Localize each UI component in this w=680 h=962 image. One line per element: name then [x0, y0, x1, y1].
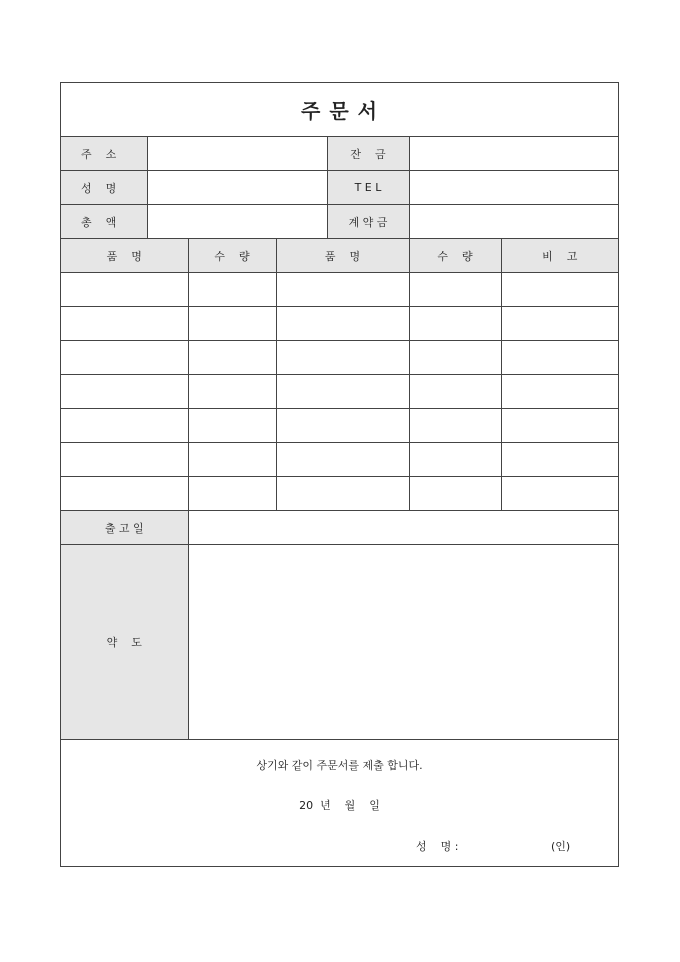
quantity-cell[interactable]: [409, 307, 501, 341]
footer: [61, 740, 618, 866]
table-row: [61, 477, 618, 511]
delivery-map-table: [61, 510, 618, 740]
table-row: [61, 443, 618, 477]
quantity-cell[interactable]: [409, 375, 501, 409]
total-label: 총 액: [61, 205, 147, 239]
items-header-row: [61, 239, 618, 273]
name-label: 성 명: [61, 171, 147, 205]
item-cell[interactable]: [276, 341, 409, 375]
remarks-cell[interactable]: [501, 341, 618, 375]
item-cell[interactable]: [61, 443, 188, 477]
item-cell[interactable]: [61, 409, 188, 443]
info-row-total: [61, 205, 618, 239]
address-field[interactable]: [147, 137, 327, 171]
seal-mark: (인): [551, 840, 571, 853]
item-cell[interactable]: [61, 477, 188, 511]
item-cell[interactable]: [276, 443, 409, 477]
balance-field[interactable]: [409, 137, 618, 171]
header-item-name-2: 품 명: [276, 239, 409, 273]
quantity-cell[interactable]: [409, 341, 501, 375]
map-label: 약 도: [61, 545, 188, 740]
item-cell[interactable]: [61, 273, 188, 307]
tel-field[interactable]: [409, 171, 618, 205]
table-row: [61, 273, 618, 307]
remarks-cell[interactable]: [501, 477, 618, 511]
quantity-cell[interactable]: [409, 409, 501, 443]
map-area[interactable]: [188, 545, 618, 740]
remarks-cell[interactable]: [501, 443, 618, 477]
delivery-date-field[interactable]: [188, 511, 618, 545]
map-row: [61, 545, 618, 740]
remarks-cell[interactable]: [501, 273, 618, 307]
header-item-name-1: 품 명: [61, 239, 188, 273]
quantity-cell[interactable]: [188, 409, 276, 443]
item-cell[interactable]: [276, 409, 409, 443]
date-line: 20 년 월 일: [299, 799, 380, 812]
quantity-cell[interactable]: [188, 341, 276, 375]
form-title: 주 문 서: [301, 99, 378, 123]
quantity-cell[interactable]: [409, 477, 501, 511]
item-cell[interactable]: [61, 341, 188, 375]
info-table: [61, 136, 618, 239]
remarks-cell[interactable]: [501, 307, 618, 341]
header-quantity-1: 수 량: [188, 239, 276, 273]
header-remarks: 비 고: [501, 239, 618, 273]
item-cell[interactable]: [276, 375, 409, 409]
order-form: [60, 82, 619, 867]
table-row: [61, 409, 618, 443]
header-quantity-2: 수 량: [409, 239, 501, 273]
table-row: [61, 341, 618, 375]
remarks-cell[interactable]: [501, 409, 618, 443]
total-field[interactable]: [147, 205, 327, 239]
items-table: [61, 238, 618, 511]
item-cell[interactable]: [276, 307, 409, 341]
tel-label: T E L: [327, 171, 409, 205]
quantity-cell[interactable]: [409, 273, 501, 307]
delivery-row: [61, 511, 618, 545]
deposit-label: 계 약 금: [327, 205, 409, 239]
balance-label: 잔 금: [327, 137, 409, 171]
quantity-cell[interactable]: [188, 273, 276, 307]
item-cell[interactable]: [61, 375, 188, 409]
table-row: [61, 307, 618, 341]
name-field[interactable]: [147, 171, 327, 205]
quantity-cell[interactable]: [188, 443, 276, 477]
info-row-name: [61, 171, 618, 205]
table-row: [61, 375, 618, 409]
address-label: 주 소: [61, 137, 147, 171]
quantity-cell[interactable]: [188, 477, 276, 511]
submission-statement: 상기와 같이 주문서를 제출 합니다.: [256, 759, 423, 772]
info-row-address: [61, 137, 618, 171]
quantity-cell[interactable]: [188, 375, 276, 409]
title-row: [61, 83, 618, 137]
remarks-cell[interactable]: [501, 375, 618, 409]
delivery-date-label: 출 고 일: [61, 511, 188, 545]
item-cell[interactable]: [276, 477, 409, 511]
item-cell[interactable]: [61, 307, 188, 341]
signature-label: 성 명 :: [416, 840, 459, 853]
item-cell[interactable]: [276, 273, 409, 307]
quantity-cell[interactable]: [188, 307, 276, 341]
quantity-cell[interactable]: [409, 443, 501, 477]
deposit-field[interactable]: [409, 205, 618, 239]
